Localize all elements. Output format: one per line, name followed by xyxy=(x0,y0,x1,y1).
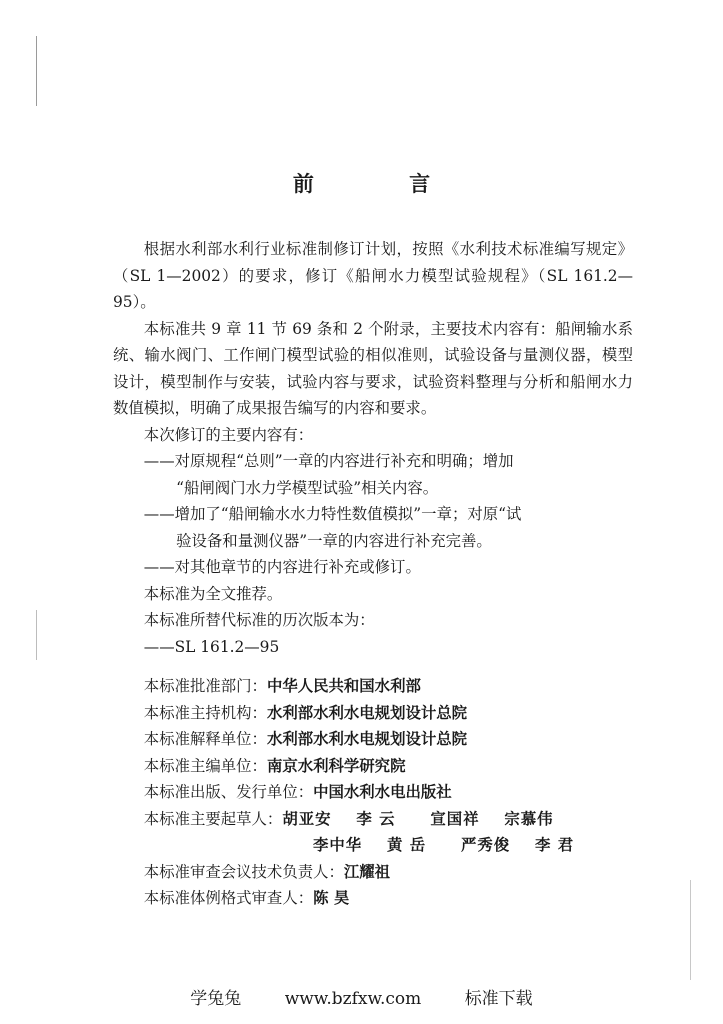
drafters-row-2 xyxy=(113,832,633,859)
meta-publisher xyxy=(113,779,633,806)
revision-item-1: ——对原规程“总则”一章的内容进行补充和明确；增加 xyxy=(143,452,514,470)
drafters-label: 本标准主要起草人： xyxy=(143,809,283,828)
meta-approval xyxy=(113,673,633,700)
meta-value: 陈 昊 xyxy=(313,889,350,907)
drafters-row-1 xyxy=(113,806,633,833)
meta-format-reviewer xyxy=(113,885,633,912)
revision-item-3: ——对其他章节的内容进行补充或修订。 xyxy=(143,558,421,576)
meta-label: 本标准主持机构： xyxy=(143,703,267,722)
meta-label: 本标准体例格式审查人： xyxy=(143,889,314,907)
meta-label: 本标准批准部门： xyxy=(143,677,267,695)
meta-label: 本标准审查会议技术负责人： xyxy=(143,862,344,881)
meta-chief-editor xyxy=(113,753,633,780)
drafter-name: 严秀俊 xyxy=(461,836,511,854)
scan-edge-mark xyxy=(36,36,37,106)
meta-label: 本标准解释单位： xyxy=(143,730,267,748)
meta-host xyxy=(113,700,633,727)
meta-value: 南京水利科学研究院 xyxy=(266,756,406,775)
paragraph-revision-basis: 根据水利部水利行业标准制修订计划，按照《水利技术标准编写规定》（SL 1—2002）的要求，修订《船闸水力模型试验规程》（SL 161.2—95）。 xyxy=(113,240,633,311)
page-title: 前 言 xyxy=(292,172,475,196)
meta-value: 中国水利水电出版社 xyxy=(313,783,452,801)
footer-slogan: 标准下载 xyxy=(464,989,533,1009)
history-intro: 本标准所替代标准的历次版本为： xyxy=(143,611,375,629)
watermark-footer xyxy=(0,984,723,1009)
footer-url[interactable]: www.bzfxw.com xyxy=(284,989,422,1009)
paragraph-technical-content: 本标准共 9 章 11 节 69 条和 2 个附录，主要技术内容有：船闸输水系统、输水阀门、工作闸门模型试验的相似准则，试验设备与量测仪器，模型设计，模型制作与安装，试验内容与要求，试验资料整理与分析和船闸水力数值模拟，明确了成果报告编写的内容和要求。 xyxy=(113,319,633,417)
revision-item-2: ——增加了“船闸输水水力特性数值模拟”一章；对原“试 xyxy=(143,505,522,523)
meta-value: 中华人民共和国水利部 xyxy=(266,677,421,695)
scan-edge-mark-lower xyxy=(36,610,37,660)
meta-value: 水利部水利水电规划设计总院 xyxy=(266,703,468,722)
drafter-name: 黄 岳 xyxy=(387,836,427,854)
footer-site-name: 学兔兔 xyxy=(190,989,242,1009)
drafter-name: 李 君 xyxy=(535,836,575,854)
meta-value: 江耀祖 xyxy=(343,862,391,881)
drafter-name: 胡亚安 xyxy=(282,809,332,828)
drafter-name: 宣国祥 xyxy=(430,809,480,828)
drafter-name: 宗慕伟 xyxy=(504,809,554,828)
revision-intro: 本次修订的主要内容有： xyxy=(143,425,314,444)
drafter-name: 李 云 xyxy=(356,809,396,828)
scan-edge-mark-right xyxy=(690,880,691,980)
meta-value: 水利部水利水电规划设计总院 xyxy=(266,730,468,748)
history-item: ——SL 161.2—95 xyxy=(143,637,280,656)
recommend-statement: 本标准为全文推荐。 xyxy=(143,584,283,603)
revision-item-1-cont: “船闸阀门水力学模型试验”相关内容。 xyxy=(176,478,439,497)
meta-interpretation xyxy=(113,726,633,753)
meta-label: 本标准出版、发行单位： xyxy=(143,783,314,801)
meta-tech-reviewer xyxy=(113,859,633,886)
meta-label: 本标准主编单位： xyxy=(143,756,267,775)
preface-body xyxy=(113,236,633,912)
drafter-name: 李中华 xyxy=(313,836,363,854)
revision-item-2-cont: 验设备和量测仪器”一章的内容进行补充完善。 xyxy=(176,531,492,550)
